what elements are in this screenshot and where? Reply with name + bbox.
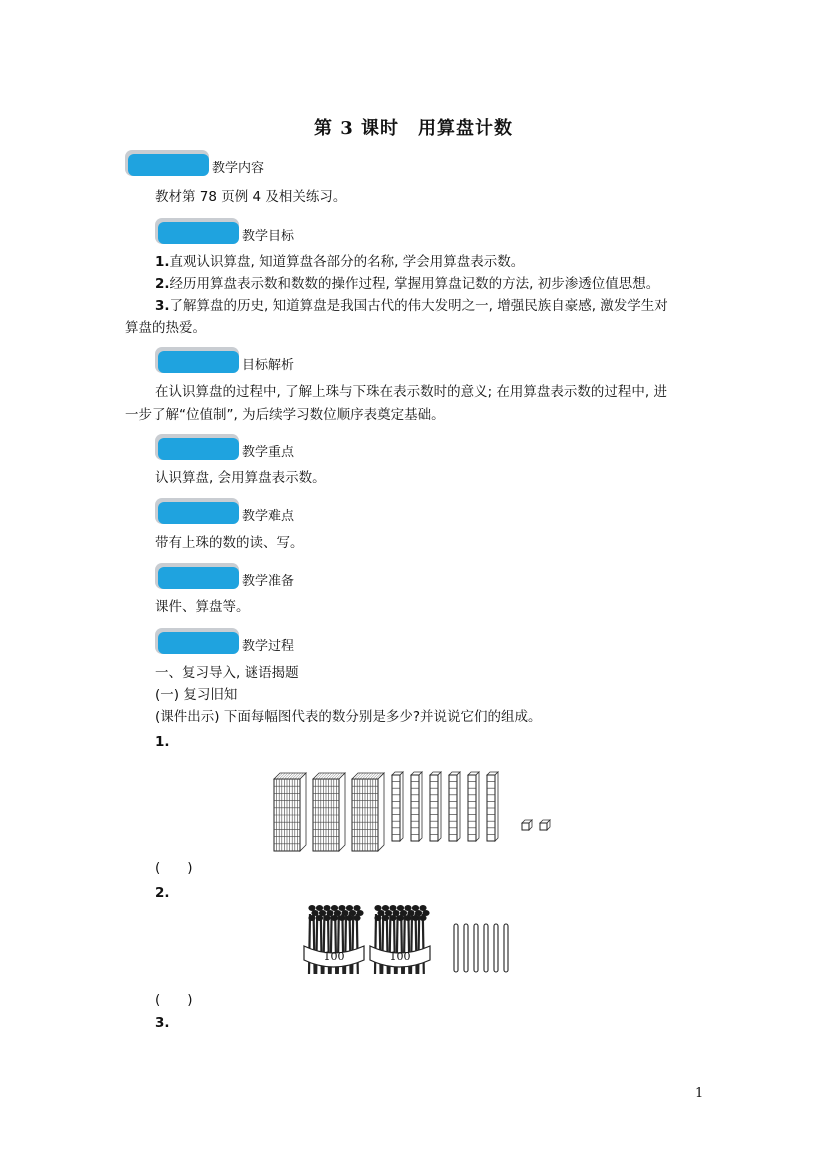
section-badge (155, 498, 239, 524)
single-stick (494, 924, 498, 972)
one-cube (522, 820, 532, 830)
section-label: 目标解析 (242, 358, 295, 373)
ten-rod (392, 772, 403, 841)
section-badge (155, 628, 239, 654)
analysis-line-1: 在认识算盘的过程中, 了解上珠与下珠在表示数时的意义; 在用算盘表示数的过程中, 进 (155, 384, 668, 400)
exercise-1-number: 1. (155, 734, 170, 750)
section-label: 教学内容 (212, 161, 265, 176)
section-badge (155, 563, 239, 589)
goal-item-2: 2.经历用算盘表示数和数数的操作过程, 掌握用算盘记数的方法, 初步渗透位值思想。 (155, 276, 660, 292)
page-title: 第 3 课时 用算盘计数 (313, 118, 514, 139)
hundred-flat (274, 773, 306, 851)
exercise-3-number: 3. (155, 1015, 170, 1031)
single-stick (474, 924, 478, 972)
bundle-label: 100 (389, 950, 411, 963)
process-prompt: (课件出示) 下面每幅图代表的数分别是多少?并说说它们的组成。 (155, 709, 542, 725)
stick-bundle (370, 905, 430, 974)
ten-rod (430, 772, 441, 841)
goal-item-3-cont: 算盘的热爱。 (125, 320, 206, 336)
one-cube (540, 820, 550, 830)
goal-item-1: 1.直观认识算盘, 知道算盘各部分的名称, 学会用算盘表示数。 (155, 254, 525, 270)
content-text: 教材第 78 页例 4 及相关练习。 (155, 189, 347, 205)
analysis-line-2: 一步了解“位值制”, 为后续学习数位顺序表奠定基础。 (125, 407, 445, 423)
section-badge (155, 347, 239, 373)
section-label: 教学重点 (242, 445, 295, 460)
goal-item-3: 3.了解算盘的历史, 知道算盘是我国古代的伟大发明之一, 增强民族自豪感, 激发学生对 (155, 298, 668, 314)
exercise-2-number: 2. (155, 885, 170, 901)
section-label: 教学准备 (242, 574, 295, 589)
key-text: 认识算盘, 会用算盘表示数。 (155, 470, 326, 486)
section-label: 教学难点 (242, 509, 295, 524)
process-step-1: 一、复习导入, 谜语揭题 (155, 665, 299, 681)
section-badge (125, 150, 209, 176)
base-ten-blocks-figure (270, 755, 570, 855)
hundred-flat (313, 773, 345, 851)
exercise-1-answer: ( ) (155, 860, 193, 876)
ten-rod (487, 772, 498, 841)
single-stick (464, 924, 468, 972)
bundle-label: 100 (323, 950, 345, 963)
single-stick (504, 924, 508, 972)
stick-bundle (304, 905, 364, 974)
stick-bundles-figure (300, 902, 540, 982)
ten-rod (449, 772, 460, 841)
single-stick (484, 924, 488, 972)
ten-rod (468, 772, 479, 841)
difficulty-text: 带有上珠的数的读、写。 (155, 535, 304, 551)
single-stick (454, 924, 458, 972)
section-label: 教学目标 (242, 229, 295, 244)
section-label: 教学过程 (242, 639, 295, 654)
page-number: 1 (695, 1086, 704, 1101)
process-sub-1: (一) 复习旧知 (155, 687, 238, 703)
section-badge (155, 434, 239, 460)
section-badge (155, 218, 239, 244)
exercise-2-answer: ( ) (155, 992, 193, 1008)
prep-text: 课件、算盘等。 (155, 599, 250, 615)
ten-rod (411, 772, 422, 841)
hundred-flat (352, 773, 384, 851)
